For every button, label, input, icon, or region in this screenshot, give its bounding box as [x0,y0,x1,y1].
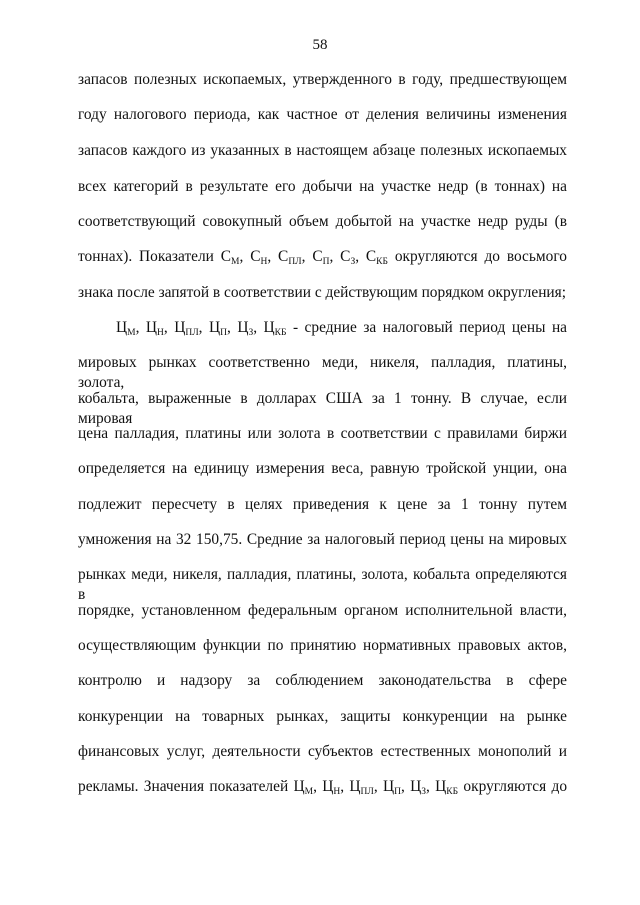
text-run: подлежит пересчету в целях приведения к цене за 1 тонну путем [78,496,567,513]
subscript: П [394,787,401,797]
text-run: тоннах). Показатели С [78,248,232,265]
subscript: КБ [446,787,459,797]
text-run: запасов полезных ископаемых, утвержденного в году, предшествующем [78,71,567,88]
text-run: мировых рынках соответственно меди, никеля, палладия, платины, золота, [78,354,567,391]
subscript: ПЛ [185,328,199,338]
text-run: Ц [116,319,128,336]
subscript: П [220,328,227,338]
text-line [78,283,567,303]
text-run: , С [239,248,261,265]
subscript: КБ [376,257,388,267]
page-number: 58 [312,37,328,53]
text-run: порядке, установленном федеральным органом исполнительной власти, [78,602,567,619]
text-run: знака после запятой в соответствии с действующим порядком округления; [78,284,567,301]
text-run: финансовых услуг, деятельности субъектов естественных монополий и [78,743,567,760]
text-line [78,601,567,621]
text-run: конкуренции на товарных рынках, защиты конкуренции на рынке [78,708,567,725]
text-line [78,742,567,762]
subscript: ПЛ [288,257,302,267]
subscript: П [322,257,330,267]
text-run: , Ц [163,319,186,336]
text-run: , Ц [400,778,422,795]
subscript: Н [157,328,164,338]
text-run: соответствующий совокупный объем добытой на участке недр руды (в [78,213,567,230]
text-run: , Ц [227,319,249,336]
text-run: округляются до восьмого [387,248,567,265]
text-line [78,424,567,444]
text-run: , Ц [253,319,275,336]
text-line [78,389,567,429]
text-line [78,141,567,161]
text-run: умножения на 32 150,75. Средние за налоговый период цены на мировых [78,531,567,548]
text-line [78,70,567,90]
subscript: Н [260,257,268,267]
subscript: М [231,257,240,267]
text-run: рекламы. Значения показателей Ц [78,778,305,795]
text-line [116,318,567,338]
text-run: всех категорий в результате его добычи на участке недр (в тоннах) на [78,178,567,195]
text-run: , С [301,248,323,265]
text-run: запасов каждого из указанных в настоящем абзаце полезных ископаемых [78,142,567,159]
text-run: , Ц [340,778,361,795]
text-line [78,353,567,393]
text-run: , Ц [426,778,447,795]
text-line [78,495,567,515]
text-run: цена палладия, платины или золота в соответствии с правилами биржи [78,425,567,442]
text-run: году налогового периода, как частное от деления величины изменения [78,106,567,123]
text-run: , Ц [135,319,158,336]
text-line [78,530,567,550]
text-run: округляются до [458,778,568,795]
text-line [78,459,567,479]
text-run: осуществляющим функции по принятию нормативных правовых актов, [78,637,567,654]
subscript: М [127,328,136,338]
subscript: З [421,787,427,797]
text-run: кобальта, выраженные в долларах США за 1 тонну. В случае, если мировая [78,390,567,427]
text-run: , Ц [373,778,395,795]
text-line [78,777,567,797]
subscript: ПЛ [360,787,374,797]
text-line [78,636,567,656]
text-line [78,707,567,727]
text-run: , С [355,248,377,265]
text-run: , С [329,248,351,265]
text-run: - средние за налоговый период цены на [286,319,568,336]
text-line [78,105,567,125]
subscript: З [350,257,356,267]
subscript: КБ [274,328,287,338]
subscript: З [248,328,254,338]
text-run: рынках меди, никеля, палладия, платины, золота, кобальта определяются в [78,566,567,603]
text-line [78,671,567,691]
subscript: Н [333,787,341,797]
text-line [78,565,567,605]
text-run: определяется на единицу измерения веса, равную тройской унции, она [78,460,567,477]
text-run: контролю и надзору за соблюдением законодательства в сфере [78,672,567,689]
text-line [78,177,567,197]
text-line [78,247,567,267]
subscript: М [304,787,314,797]
text-line [78,212,567,232]
text-run: , Ц [198,319,221,336]
text-run: , С [267,248,289,265]
text-run: , Ц [313,778,334,795]
